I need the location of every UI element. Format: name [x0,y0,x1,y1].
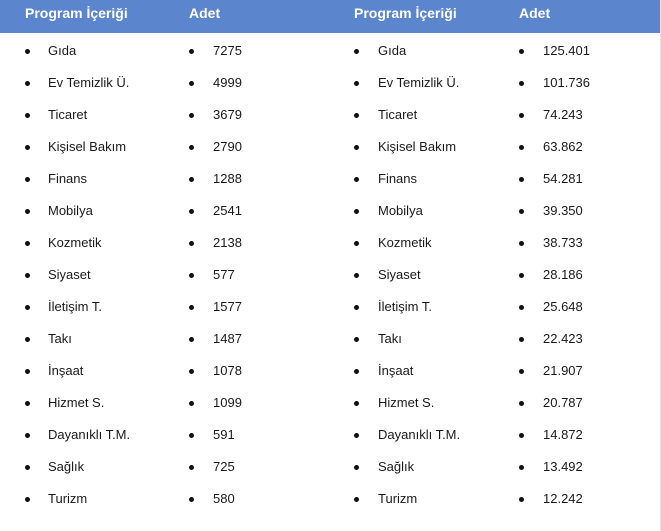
count-value: 74.243 [543,107,583,122]
category-label: Siyaset [48,267,91,282]
bullet-icon [25,145,30,150]
bullet-icon [25,433,30,438]
category-label: Sağlık [378,459,415,474]
category-label: Takı [48,331,72,346]
count-value: 1577 [213,299,242,314]
bullet-icon [354,337,359,342]
bullet-icon [189,81,194,86]
bullet-icon [519,337,524,342]
table-row [0,387,660,419]
bullet-icon [189,113,194,118]
count-value: 28.186 [543,267,583,282]
category-label: Ticaret [48,107,88,122]
table-row [0,259,660,291]
bullet-icon [25,465,30,470]
bullet-icon [354,369,359,374]
count-value: 725 [213,459,235,474]
header-count-2: Adet [519,5,551,21]
category-label: Finans [378,171,418,186]
bullet-icon [519,369,524,374]
bullet-icon [354,465,359,470]
bullet-icon [519,113,524,118]
category-label: Siyaset [378,267,421,282]
category-label: İnşaat [48,363,84,378]
category-label: Kişisel Bakım [48,139,127,154]
bullet-icon [25,209,30,214]
bullet-icon [519,433,524,438]
table-row [0,163,660,195]
table-row [0,67,660,99]
category-label: Kişisel Bakım [378,139,457,154]
count-value: 2790 [213,139,242,154]
bullet-icon [25,241,30,246]
bullet-icon [519,465,524,470]
category-label: Ticaret [378,107,418,122]
bullet-icon [189,369,194,374]
category-label: Ev Temizlik Ü. [378,75,460,90]
bullet-icon [519,273,524,278]
table-row [0,227,660,259]
category-label: Gıda [48,43,77,58]
bullet-icon [519,177,524,182]
bullet-icon [189,401,194,406]
count-value: 63.862 [543,139,583,154]
category-label: İletişim T. [48,299,102,314]
count-value: 1288 [213,171,242,186]
category-label: İnşaat [378,363,414,378]
bullet-icon [354,49,359,54]
count-value: 13.492 [543,459,583,474]
category-label: Turizm [48,491,88,506]
table-row [0,419,660,451]
bullet-icon [189,273,194,278]
bullet-icon [25,113,30,118]
header-program-content-1: Program İçeriği [25,5,128,21]
bullet-icon [354,113,359,118]
bullet-icon [519,305,524,310]
count-value: 39.350 [543,203,583,218]
bullet-icon [25,497,30,502]
category-label: Kozmetik [48,235,102,250]
bullet-icon [519,241,524,246]
table-row [0,451,660,483]
table-header [0,0,660,33]
count-value: 7275 [213,43,242,58]
bullet-icon [189,337,194,342]
category-label: Finans [48,171,88,186]
bullet-icon [25,81,30,86]
bullet-icon [354,81,359,86]
table-row [0,35,660,67]
count-value: 22.423 [543,331,583,346]
category-label: Hizmet S. [48,395,105,410]
bullet-icon [189,305,194,310]
count-value: 21.907 [543,363,583,378]
bullet-icon [519,209,524,214]
bullet-icon [519,81,524,86]
bullet-icon [354,433,359,438]
bullet-icon [189,177,194,182]
table-row [0,323,660,355]
bullet-icon [25,305,30,310]
category-label: İletişim T. [378,299,432,314]
bullet-icon [519,49,524,54]
table-row [0,99,660,131]
category-label: Kozmetik [378,235,432,250]
bullet-icon [25,401,30,406]
bullet-icon [354,209,359,214]
category-label: Ev Temizlik Ü. [48,75,130,90]
bullet-icon [25,49,30,54]
bullet-icon [354,273,359,278]
table-row [0,291,660,323]
count-value: 580 [213,491,235,506]
bullet-icon [25,369,30,374]
table-row [0,195,660,227]
bullet-icon [189,465,194,470]
count-value: 54.281 [543,171,583,186]
count-value: 3679 [213,107,242,122]
count-value: 12.242 [543,491,583,506]
bullet-icon [354,241,359,246]
bullet-icon [354,145,359,150]
category-label: Mobilya [48,203,93,218]
count-value: 2138 [213,235,242,250]
bullet-icon [354,177,359,182]
count-value: 591 [213,427,235,442]
table-row [0,483,660,515]
count-value: 1078 [213,363,242,378]
count-value: 14.872 [543,427,583,442]
table-body [0,35,660,515]
bullet-icon [354,401,359,406]
header-program-content-2: Program İçeriği [354,5,457,21]
bullet-icon [189,145,194,150]
count-value: 2541 [213,203,242,218]
bullet-icon [189,209,194,214]
bullet-icon [519,497,524,502]
category-label: Dayanıklı T.M. [48,427,131,442]
category-label: Hizmet S. [378,395,435,410]
count-value: 4999 [213,75,242,90]
bullet-icon [189,497,194,502]
category-label: Mobilya [378,203,423,218]
bullet-icon [189,433,194,438]
category-label: Sağlık [48,459,85,474]
bullet-icon [189,49,194,54]
category-label: Gıda [378,43,407,58]
count-value: 20.787 [543,395,583,410]
category-label: Turizm [378,491,418,506]
bullet-icon [519,145,524,150]
category-label: Takı [378,331,402,346]
bullet-icon [354,497,359,502]
count-value: 1099 [213,395,242,410]
bullet-icon [25,177,30,182]
category-label: Dayanıklı T.M. [378,427,461,442]
table-row [0,131,660,163]
count-value: 577 [213,267,235,282]
count-value: 38.733 [543,235,583,250]
header-count-1: Adet [189,5,221,21]
bullet-icon [189,241,194,246]
count-value: 101.736 [543,75,590,90]
bullet-icon [354,305,359,310]
bullet-icon [519,401,524,406]
bullet-icon [25,273,30,278]
count-value: 125.401 [543,43,590,58]
count-value: 1487 [213,331,242,346]
table-row [0,355,660,387]
bullet-icon [25,337,30,342]
count-value: 25.648 [543,299,583,314]
